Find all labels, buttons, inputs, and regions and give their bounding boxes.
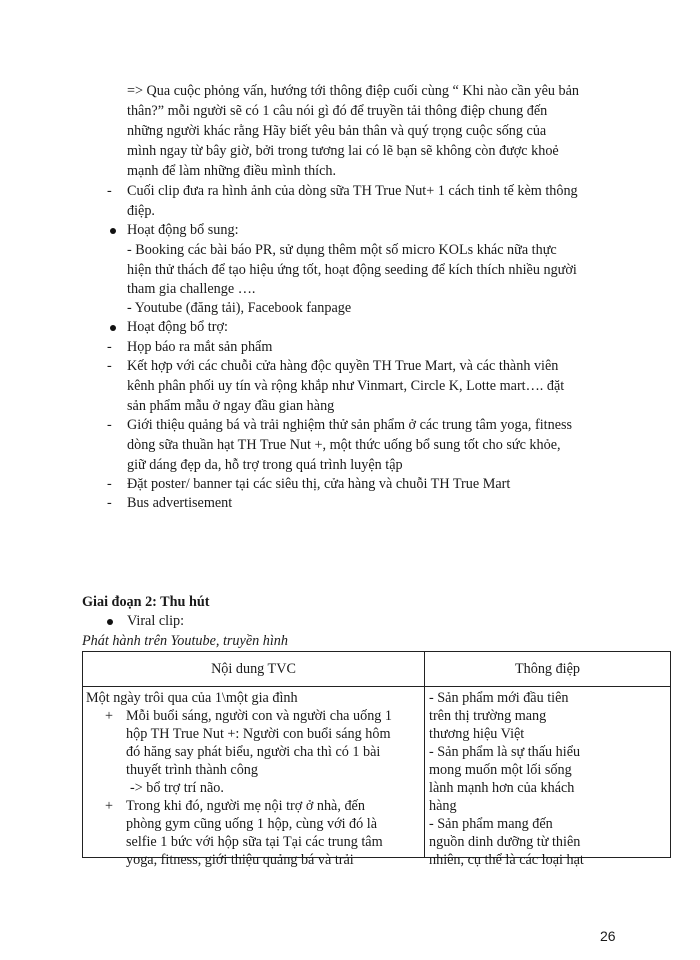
content-line: Mỗi buổi sáng, người con và người cha uống 1 — [126, 708, 393, 724]
content-intro: Một ngày trôi qua của 1\một gia đình — [86, 690, 298, 706]
intro-line: mình ngay từ bây giờ, bởi trong tương lai có lẽ bạn sẽ không còn được khoẻ — [127, 143, 559, 159]
content-line: hộp TH True Nut +: Người con buổi sáng hôm — [126, 726, 391, 742]
content-line: phòng gym cũng uống 1 hộp, cùng với đó là — [126, 816, 378, 832]
bosung-line: tham gia challenge …. — [127, 281, 256, 297]
bosung-line: - Youtube (đăng tải), Facebook fanpage — [127, 300, 352, 316]
clip-end-line: Cuối clip đưa ra hình ảnh của dòng sữa TH True Nut+ 1 cách tinh tế kèm thông — [127, 183, 578, 199]
botro-item: sản phẩm mẫu ở ngay đầu gian hàng — [127, 398, 335, 414]
message-line: trên thị trường mang — [429, 708, 547, 724]
message-cell — [425, 687, 671, 868]
section-title-botro: Hoạt động bổ trợ: — [127, 319, 228, 335]
content-line: đó hăng say phát biểu, người cha thì có 1 bài — [126, 744, 381, 760]
plus-marker: + — [105, 798, 114, 814]
bosung-line: - Booking các bài báo PR, sử dụng thêm một số micro KOLs khác nữa thực — [127, 242, 557, 258]
bullet-icon — [110, 325, 116, 331]
botro-item: Giới thiệu quảng bá và trải nghiệm thử sản phẩm ở các trung tâm yoga, fitness — [127, 417, 573, 433]
botro-item: Kết hợp với các chuỗi cửa hàng độc quyền TH True Mart, và các thành viên — [127, 358, 559, 374]
botro-item: dòng sữa thuần hạt TH True Nut +, một thức uống bổ sung tốt cho sức khỏe, — [127, 437, 561, 453]
message-line: - Sản phẩm mới đầu tiên — [429, 690, 569, 706]
content-line: thuyết trình thành công — [126, 762, 258, 778]
message-line: thương hiệu Việt — [429, 726, 525, 742]
message-line: nhiên, cụ thể là các loại hạt — [429, 852, 584, 868]
phase2-heading: Giai đoạn 2: Thu hút — [82, 594, 210, 610]
table-header-row — [83, 652, 671, 687]
dash-marker: - — [107, 183, 112, 199]
botro-item: Bus advertisement — [127, 495, 233, 511]
clip-end-line: điệp. — [127, 203, 155, 219]
botro-item: giữ dáng đẹp da, hỗ trợ trong quá trình luyện tập — [127, 457, 403, 473]
dash-marker: - — [107, 495, 112, 511]
bullet-icon — [110, 228, 116, 234]
section-title-bosung: Hoạt động bổ sung: — [127, 222, 239, 238]
intro-line: những người khác rằng Hãy biết yêu bản thân và quý trọng cuộc sống của — [127, 123, 547, 139]
dash-marker: - — [107, 476, 112, 492]
message-line: mong muốn một lối sống — [429, 762, 572, 778]
release-channels: Phát hành trên Youtube, truyền hình — [82, 633, 288, 649]
page-number: 26 — [600, 928, 616, 944]
bullet-icon — [107, 619, 113, 625]
content-line: selfie 1 bức với hộp sữa tại Tại các trung tâm — [126, 834, 383, 850]
bosung-line: hiện thử thách để tạo hiệu ứng tốt, hoạt động seeding để kích thích nhiều người — [127, 262, 577, 278]
message-line: - Sản phẩm mang đến — [429, 816, 553, 832]
content-sub: -> bổ trợ trí não. — [130, 780, 224, 796]
message-line: hàng — [429, 798, 457, 814]
tvc-content-cell — [83, 687, 425, 868]
content-line: yoga, fitness, giới thiệu quảng bá và trải — [126, 852, 354, 868]
tvc-table — [82, 651, 671, 868]
plus-marker: + — [105, 708, 114, 724]
column-header: Nội dung TVC — [83, 652, 425, 687]
botro-item: Họp báo ra mắt sản phẩm — [127, 339, 273, 355]
column-header: Thông điệp — [425, 652, 671, 687]
intro-line: thân?” mỗi người sẽ có 1 câu nói gì đó để truyền tải thông điệp chung đến — [127, 103, 548, 119]
dash-marker: - — [107, 417, 112, 433]
botro-item: kênh phân phối uy tín và rộng khắp như Vinmart, Circle K, Lotte mart…. đặt — [127, 378, 565, 394]
message-line: lành mạnh hơn của khách — [429, 780, 575, 796]
message-line: - Sản phẩm là sự thấu hiểu — [429, 744, 581, 760]
content-line: Trong khi đó, người mẹ nội trợ ở nhà, đến — [126, 798, 365, 814]
message-line: nguồn dinh dưỡng từ thiên — [429, 834, 581, 850]
intro-line: => Qua cuộc phỏng vấn, hướng tới thông điệp cuối cùng “ Khi nào cần yêu bản — [127, 83, 579, 99]
dash-marker: - — [107, 339, 112, 355]
viral-clip-label: Viral clip: — [127, 613, 185, 629]
table-row — [83, 687, 671, 858]
intro-line: mạnh để làm những điều mình thích. — [127, 163, 337, 179]
botro-item: Đặt poster/ banner tại các siêu thị, cửa hàng và chuỗi TH True Mart — [127, 476, 511, 492]
dash-marker: - — [107, 358, 112, 374]
